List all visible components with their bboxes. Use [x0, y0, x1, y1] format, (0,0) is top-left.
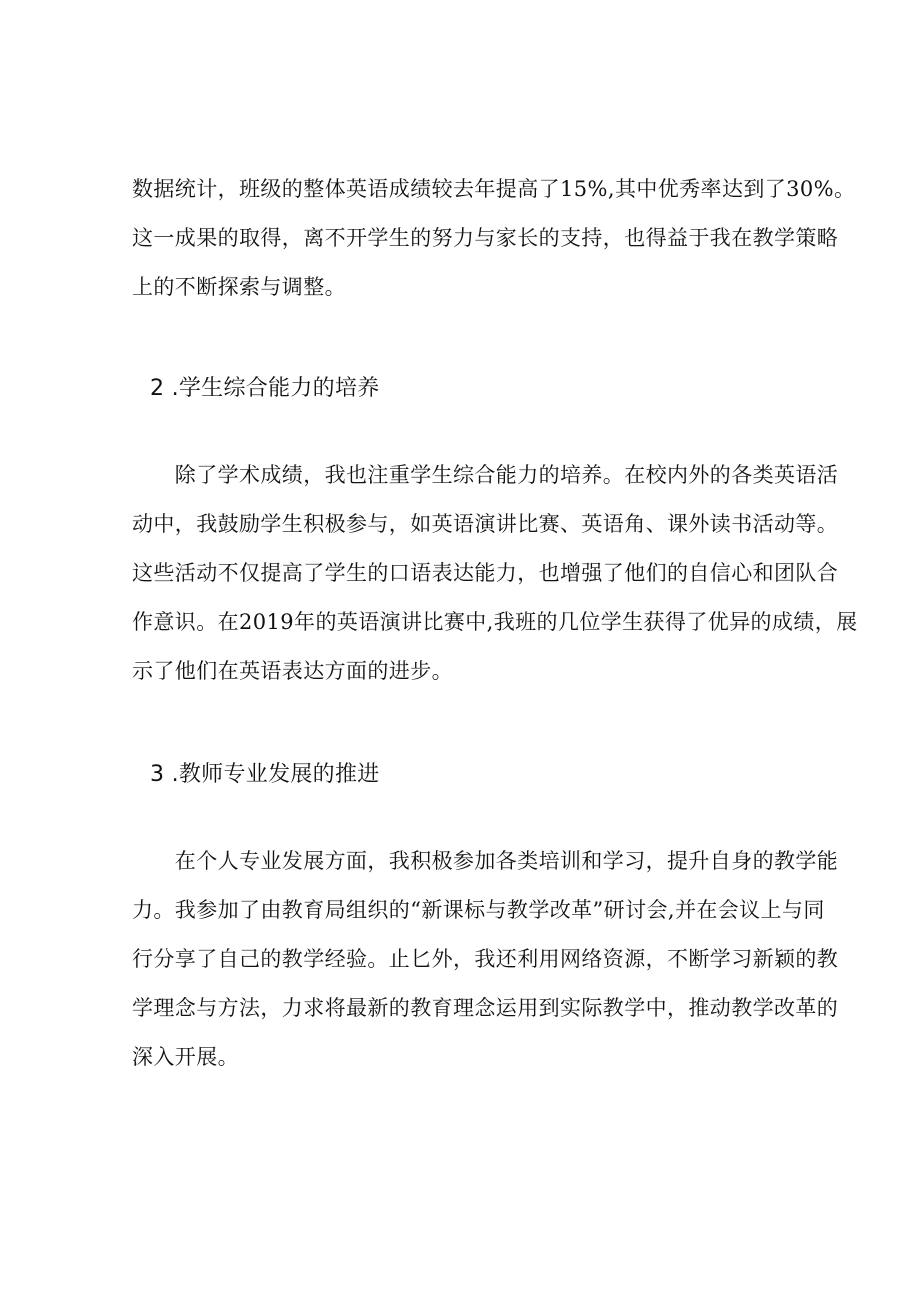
section-heading-2: 2 .学生综合能力的培养 — [150, 376, 380, 401]
paragraph-2-line: 这些活动不仅提高了学生的口语表达能力，也增强了他们的自信心和团队合 — [132, 561, 839, 585]
paragraph-1-line: 这一成果的取得，离不开学生的努力与家长的支持，也得益于我在教学策略 — [132, 226, 839, 250]
paragraph-2-line: 除了学术成绩，我也注重学生综合能力的培养。在校内外的各类英语活 — [132, 463, 839, 487]
paragraph-3 — [132, 837, 839, 1082]
paragraph-3-line: 深入开展。 — [132, 1045, 239, 1069]
paragraph-3-line: 行分享了自己的教学经验。止匕外，我还利用网络资源，不断学习新颖的教 — [132, 947, 839, 971]
paragraph-3-line: 学理念与方法，力求将最新的教育理念运用到实际教学中，推动教学改革的 — [132, 996, 839, 1020]
section-heading-3: 3 .教师专业发展的推进 — [150, 762, 380, 787]
paragraph-2-line: 作意识。在2019年的英语演讲比赛中,我班的几位学生获得了优异的成绩，展 — [132, 610, 858, 634]
paragraph-1 — [132, 165, 856, 312]
paragraph-2 — [132, 451, 858, 696]
paragraph-3-line: 力。我参加了由教育局组织的“新课标与教学改革”研讨会,并在会议上与同 — [132, 898, 825, 922]
paragraph-1-line: 上的不断探索与调整。 — [132, 275, 346, 299]
paragraph-2-line: 动中，我鼓励学生积极参与，如英语演讲比赛、英语角、课外读书活动等。 — [132, 512, 839, 536]
paragraph-1-line: 数据统计，班级的整体英语成绩较去年提高了15%,其中优秀率达到了30%。 — [132, 177, 856, 201]
paragraph-2-line: 示了他们在英语表达方面的进步。 — [132, 659, 453, 683]
paragraph-3-line: 在个人专业发展方面，我积极参加各类培训和学习，提升自身的教学能 — [132, 849, 839, 873]
